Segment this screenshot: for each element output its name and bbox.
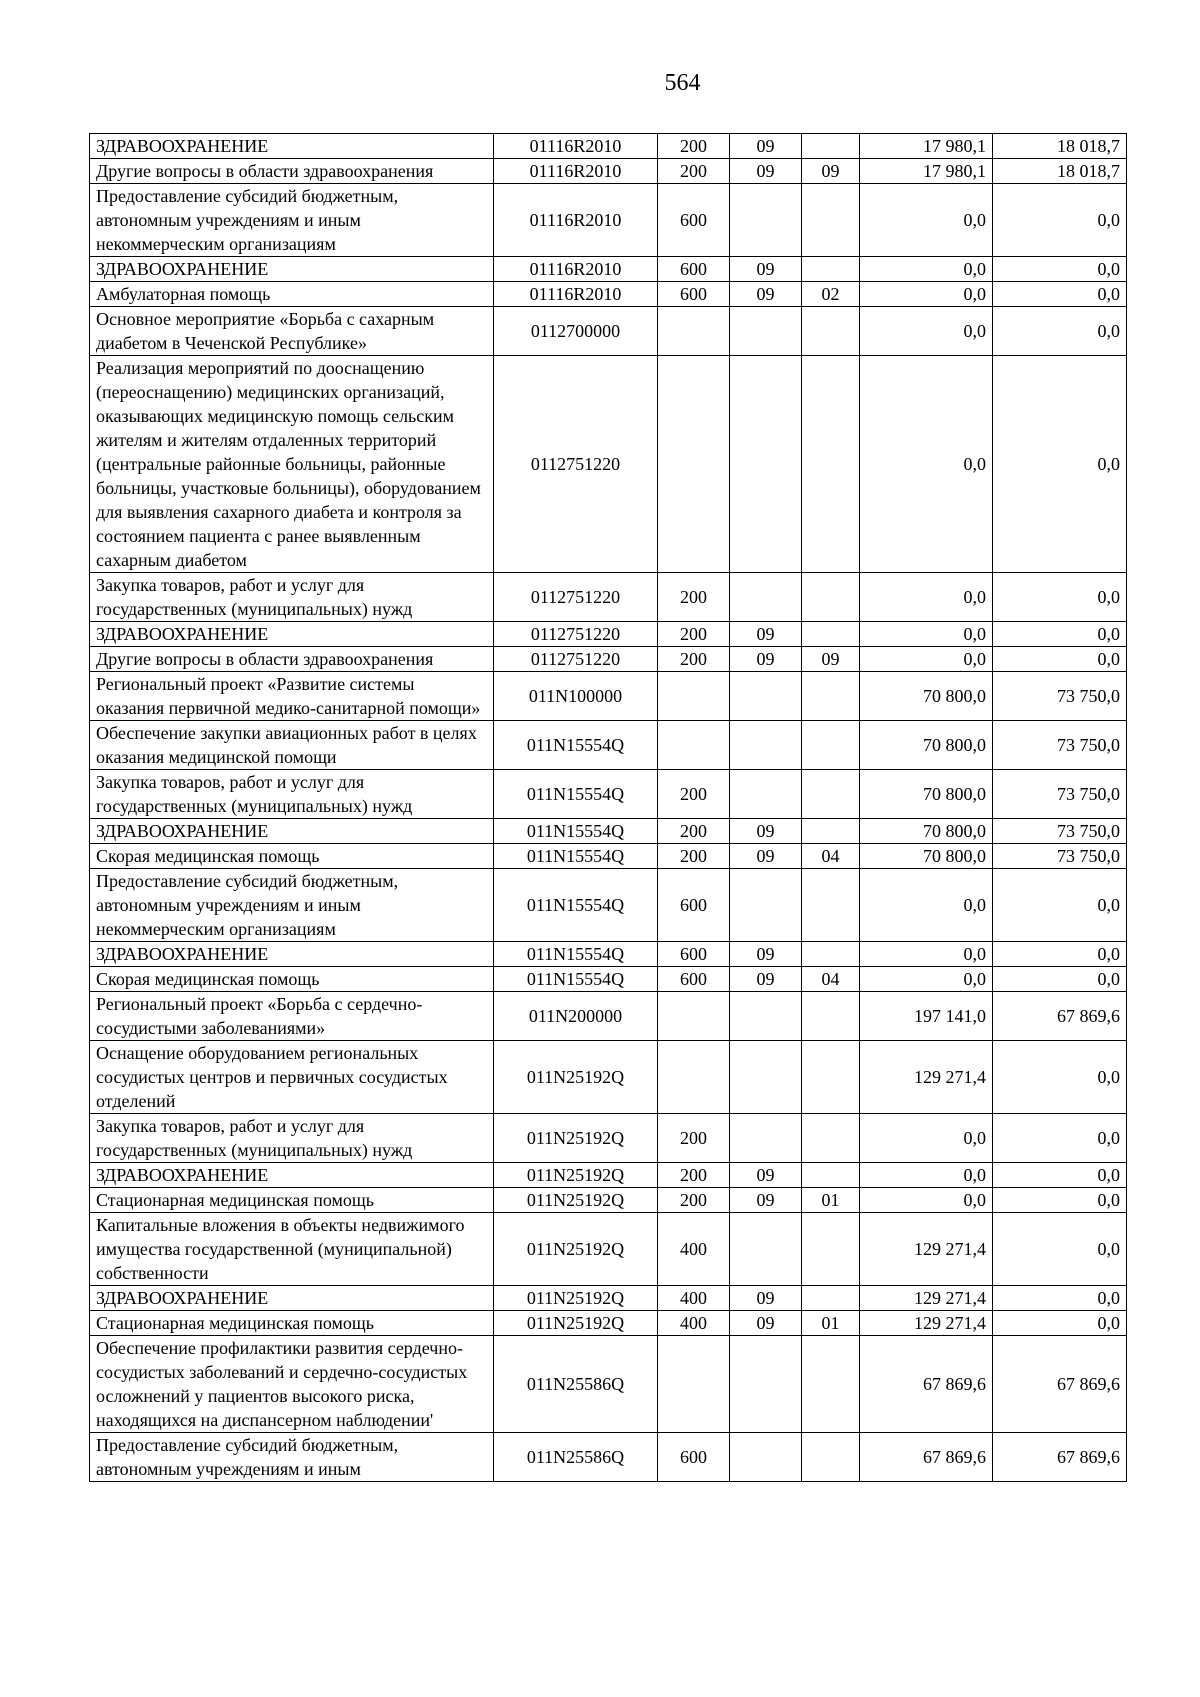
row-name: Обеспечение закупки авиационных работ в целях оказания медицинской помощи [90, 721, 494, 770]
row-name: Капитальные вложения в объекты недвижимого имущества государственной (муниципальной) собственности [90, 1213, 494, 1286]
row-subsection: 01 [802, 1188, 860, 1213]
row-value-2: 67 869,6 [993, 1433, 1127, 1482]
row-value-1: 70 800,0 [860, 672, 993, 721]
row-section [730, 573, 802, 622]
table-row [90, 647, 1127, 672]
table-row [90, 622, 1127, 647]
row-value-1: 70 800,0 [860, 721, 993, 770]
row-value-2: 73 750,0 [993, 844, 1127, 869]
row-value-1: 0,0 [860, 282, 993, 307]
row-value-1: 0,0 [860, 184, 993, 257]
row-target-code: 01116R2010 [494, 257, 658, 282]
table-row [90, 967, 1127, 992]
row-name: ЗДРАВООХРАНЕНИЕ [90, 942, 494, 967]
row-target-code: 0112751220 [494, 647, 658, 672]
row-expense-type: 200 [658, 622, 730, 647]
row-name: Скорая медицинская помощь [90, 844, 494, 869]
row-expense-type: 400 [658, 1286, 730, 1311]
row-name: Предоставление субсидий бюджетным, автономным учреждениям и иным [90, 1433, 494, 1482]
row-value-2: 0,0 [993, 967, 1127, 992]
table-row [90, 257, 1127, 282]
table-row [90, 356, 1127, 573]
row-value-2: 67 869,6 [993, 1336, 1127, 1433]
row-subsection [802, 356, 860, 573]
row-section: 09 [730, 1163, 802, 1188]
row-value-1: 67 869,6 [860, 1336, 993, 1433]
row-target-code: 0112751220 [494, 622, 658, 647]
row-subsection [802, 184, 860, 257]
row-subsection [802, 257, 860, 282]
row-name: Региональный проект «Развитие системы оказания первичной медико-санитарной помощи» [90, 672, 494, 721]
row-name: Стационарная медицинская помощь [90, 1311, 494, 1336]
table-body [90, 134, 1127, 1482]
row-name: ЗДРАВООХРАНЕНИЕ [90, 134, 494, 159]
table-row [90, 942, 1127, 967]
row-subsection: 02 [802, 282, 860, 307]
row-value-1: 0,0 [860, 573, 993, 622]
row-section [730, 869, 802, 942]
table-row [90, 992, 1127, 1041]
row-value-1: 70 800,0 [860, 770, 993, 819]
row-subsection [802, 672, 860, 721]
row-value-2: 73 750,0 [993, 672, 1127, 721]
row-name: Оснащение оборудованием региональных сосудистых центров и первичных сосудистых отделений [90, 1041, 494, 1114]
row-subsection [802, 1286, 860, 1311]
row-name: Обеспечение профилактики развития сердечно-сосудистых заболеваний и сердечно-сосудистых осложнений у пациентов высокого риска, находящихся на диспансерном наблюдении' [90, 1336, 494, 1433]
row-target-code: 011N15554Q [494, 869, 658, 942]
table-row [90, 770, 1127, 819]
row-expense-type: 600 [658, 257, 730, 282]
row-value-2: 0,0 [993, 942, 1127, 967]
row-section: 09 [730, 967, 802, 992]
row-value-2: 0,0 [993, 307, 1127, 356]
row-subsection [802, 573, 860, 622]
row-section: 09 [730, 622, 802, 647]
row-expense-type [658, 992, 730, 1041]
row-section: 09 [730, 134, 802, 159]
row-value-1: 70 800,0 [860, 819, 993, 844]
row-section [730, 1336, 802, 1433]
row-target-code: 011N100000 [494, 672, 658, 721]
row-name: ЗДРАВООХРАНЕНИЕ [90, 257, 494, 282]
row-value-2: 18 018,7 [993, 159, 1127, 184]
row-value-1: 0,0 [860, 869, 993, 942]
row-subsection [802, 992, 860, 1041]
row-expense-type: 200 [658, 159, 730, 184]
row-value-2: 73 750,0 [993, 721, 1127, 770]
row-name: Другие вопросы в области здравоохранения [90, 647, 494, 672]
row-section [730, 770, 802, 819]
row-value-2: 0,0 [993, 869, 1127, 942]
row-value-2: 0,0 [993, 257, 1127, 282]
row-subsection: 09 [802, 647, 860, 672]
table-row [90, 1286, 1127, 1311]
table-row [90, 1041, 1127, 1114]
row-name: ЗДРАВООХРАНЕНИЕ [90, 819, 494, 844]
table-row [90, 844, 1127, 869]
row-section [730, 307, 802, 356]
row-subsection [802, 721, 860, 770]
row-value-1: 0,0 [860, 257, 993, 282]
row-section [730, 1114, 802, 1163]
row-value-2: 73 750,0 [993, 819, 1127, 844]
row-value-2: 0,0 [993, 1188, 1127, 1213]
table-row [90, 134, 1127, 159]
row-expense-type [658, 1041, 730, 1114]
row-expense-type: 200 [658, 1114, 730, 1163]
row-subsection: 01 [802, 1311, 860, 1336]
row-target-code: 0112751220 [494, 356, 658, 573]
row-expense-type [658, 1336, 730, 1433]
row-section: 09 [730, 844, 802, 869]
row-expense-type: 200 [658, 134, 730, 159]
row-expense-type: 200 [658, 770, 730, 819]
row-value-2: 0,0 [993, 1041, 1127, 1114]
row-section: 09 [730, 942, 802, 967]
row-value-1: 0,0 [860, 1188, 993, 1213]
row-target-code: 01116R2010 [494, 134, 658, 159]
row-section [730, 184, 802, 257]
row-subsection [802, 622, 860, 647]
row-target-code: 011N25192Q [494, 1286, 658, 1311]
row-expense-type [658, 356, 730, 573]
row-target-code: 011N25192Q [494, 1163, 658, 1188]
row-value-1: 129 271,4 [860, 1286, 993, 1311]
row-target-code: 01116R2010 [494, 159, 658, 184]
row-name: Закупка товаров, работ и услуг для государственных (муниципальных) нужд [90, 1114, 494, 1163]
row-name: Стационарная медицинская помощь [90, 1188, 494, 1213]
row-name: Основное мероприятие «Борьба с сахарным диабетом в Чеченской Республике» [90, 307, 494, 356]
row-expense-type [658, 307, 730, 356]
table-row [90, 159, 1127, 184]
row-target-code: 011N15554Q [494, 967, 658, 992]
row-subsection [802, 1433, 860, 1482]
budget-table [89, 133, 1127, 1482]
row-name: Закупка товаров, работ и услуг для государственных (муниципальных) нужд [90, 573, 494, 622]
row-subsection [802, 1114, 860, 1163]
row-subsection [802, 1163, 860, 1188]
row-section [730, 721, 802, 770]
row-value-2: 0,0 [993, 1286, 1127, 1311]
row-expense-type: 200 [658, 844, 730, 869]
row-subsection [802, 770, 860, 819]
row-expense-type: 200 [658, 647, 730, 672]
row-value-1: 0,0 [860, 942, 993, 967]
row-subsection: 04 [802, 967, 860, 992]
row-target-code: 011N25192Q [494, 1188, 658, 1213]
row-subsection [802, 869, 860, 942]
row-section: 09 [730, 257, 802, 282]
row-name: Закупка товаров, работ и услуг для государственных (муниципальных) нужд [90, 770, 494, 819]
row-value-2: 73 750,0 [993, 770, 1127, 819]
table-row [90, 1433, 1127, 1482]
row-value-1: 129 271,4 [860, 1041, 993, 1114]
row-target-code: 011N15554Q [494, 942, 658, 967]
row-name: ЗДРАВООХРАНЕНИЕ [90, 1163, 494, 1188]
row-name: Предоставление субсидий бюджетным, автономным учреждениям и иным некоммерческим организациям [90, 869, 494, 942]
table-row [90, 1336, 1127, 1433]
row-subsection [802, 819, 860, 844]
table-row [90, 573, 1127, 622]
row-name: Региональный проект «Борьба с сердечно-сосудистыми заболеваниями» [90, 992, 494, 1041]
row-value-2: 0,0 [993, 356, 1127, 573]
row-value-2: 0,0 [993, 1163, 1127, 1188]
row-value-2: 0,0 [993, 573, 1127, 622]
row-value-2: 0,0 [993, 1114, 1127, 1163]
row-section [730, 1433, 802, 1482]
row-name: Другие вопросы в области здравоохранения [90, 159, 494, 184]
table-row [90, 184, 1127, 257]
row-value-1: 17 980,1 [860, 159, 993, 184]
row-target-code: 011N15554Q [494, 770, 658, 819]
row-section [730, 1213, 802, 1286]
row-section [730, 672, 802, 721]
row-expense-type [658, 721, 730, 770]
row-value-2: 0,0 [993, 184, 1127, 257]
row-value-2: 0,0 [993, 622, 1127, 647]
row-value-1: 0,0 [860, 622, 993, 647]
row-expense-type: 600 [658, 184, 730, 257]
row-name: Предоставление субсидий бюджетным, автономным учреждениям и иным некоммерческим организациям [90, 184, 494, 257]
row-expense-type: 600 [658, 869, 730, 942]
row-target-code: 01116R2010 [494, 184, 658, 257]
row-name: Скорая медицинская помощь [90, 967, 494, 992]
row-subsection: 04 [802, 844, 860, 869]
row-value-1: 0,0 [860, 307, 993, 356]
row-value-1: 129 271,4 [860, 1311, 993, 1336]
row-target-code: 011N25586Q [494, 1433, 658, 1482]
row-subsection: 09 [802, 159, 860, 184]
row-expense-type: 400 [658, 1213, 730, 1286]
row-value-1: 0,0 [860, 1114, 993, 1163]
row-target-code: 011N15554Q [494, 844, 658, 869]
table-row [90, 721, 1127, 770]
row-value-1: 17 980,1 [860, 134, 993, 159]
row-expense-type: 200 [658, 1188, 730, 1213]
row-target-code: 011N25192Q [494, 1311, 658, 1336]
row-section: 09 [730, 1311, 802, 1336]
row-expense-type: 200 [658, 573, 730, 622]
row-expense-type: 600 [658, 967, 730, 992]
table-row [90, 282, 1127, 307]
row-target-code: 011N25192Q [494, 1041, 658, 1114]
table-row [90, 1213, 1127, 1286]
table-row [90, 672, 1127, 721]
row-value-2: 0,0 [993, 282, 1127, 307]
row-target-code: 011N15554Q [494, 819, 658, 844]
row-value-1: 0,0 [860, 1163, 993, 1188]
row-name: Реализация мероприятий по дооснащению (переоснащению) медицинских организаций, оказывающих медицинскую помощь сельским жителям и жителям отдаленных территорий (центральные районные больницы, районные больницы, участковые больницы), оборудованием для выявления сахарного диабета и контроля за состоянием пациента с ранее выявленным сахарным диабетом [90, 356, 494, 573]
row-target-code: 0112700000 [494, 307, 658, 356]
row-subsection [802, 307, 860, 356]
row-section: 09 [730, 1286, 802, 1311]
row-section: 09 [730, 1188, 802, 1213]
row-value-2: 0,0 [993, 1213, 1127, 1286]
page-number: 564 [664, 70, 701, 96]
table-row [90, 819, 1127, 844]
row-value-2: 18 018,7 [993, 134, 1127, 159]
row-section [730, 992, 802, 1041]
row-subsection [802, 134, 860, 159]
row-target-code: 011N25586Q [494, 1336, 658, 1433]
row-value-1: 197 141,0 [860, 992, 993, 1041]
row-subsection [802, 942, 860, 967]
row-section: 09 [730, 647, 802, 672]
row-section: 09 [730, 159, 802, 184]
row-expense-type: 200 [658, 1163, 730, 1188]
row-value-1: 0,0 [860, 967, 993, 992]
row-value-1: 129 271,4 [860, 1213, 993, 1286]
row-target-code: 011N25192Q [494, 1114, 658, 1163]
table-row [90, 1311, 1127, 1336]
row-subsection [802, 1336, 860, 1433]
row-name: ЗДРАВООХРАНЕНИЕ [90, 622, 494, 647]
row-expense-type: 600 [658, 942, 730, 967]
row-target-code: 011N25192Q [494, 1213, 658, 1286]
row-target-code: 011N200000 [494, 992, 658, 1041]
row-value-1: 0,0 [860, 647, 993, 672]
row-value-2: 67 869,6 [993, 992, 1127, 1041]
row-name: ЗДРАВООХРАНЕНИЕ [90, 1286, 494, 1311]
row-section [730, 356, 802, 573]
row-target-code: 01116R2010 [494, 282, 658, 307]
table-row [90, 869, 1127, 942]
row-value-2: 0,0 [993, 1311, 1127, 1336]
row-value-1: 0,0 [860, 356, 993, 573]
row-value-2: 0,0 [993, 647, 1127, 672]
row-target-code: 0112751220 [494, 573, 658, 622]
row-section: 09 [730, 282, 802, 307]
row-expense-type: 200 [658, 819, 730, 844]
row-expense-type [658, 672, 730, 721]
table-row [90, 1114, 1127, 1163]
table-row [90, 1163, 1127, 1188]
row-subsection [802, 1213, 860, 1286]
row-subsection [802, 1041, 860, 1114]
row-value-1: 67 869,6 [860, 1433, 993, 1482]
row-expense-type: 600 [658, 1433, 730, 1482]
table-row [90, 1188, 1127, 1213]
row-section: 09 [730, 819, 802, 844]
row-value-1: 70 800,0 [860, 844, 993, 869]
row-name: Амбулаторная помощь [90, 282, 494, 307]
row-expense-type: 400 [658, 1311, 730, 1336]
row-section [730, 1041, 802, 1114]
row-target-code: 011N15554Q [494, 721, 658, 770]
table-row [90, 307, 1127, 356]
row-expense-type: 600 [658, 282, 730, 307]
